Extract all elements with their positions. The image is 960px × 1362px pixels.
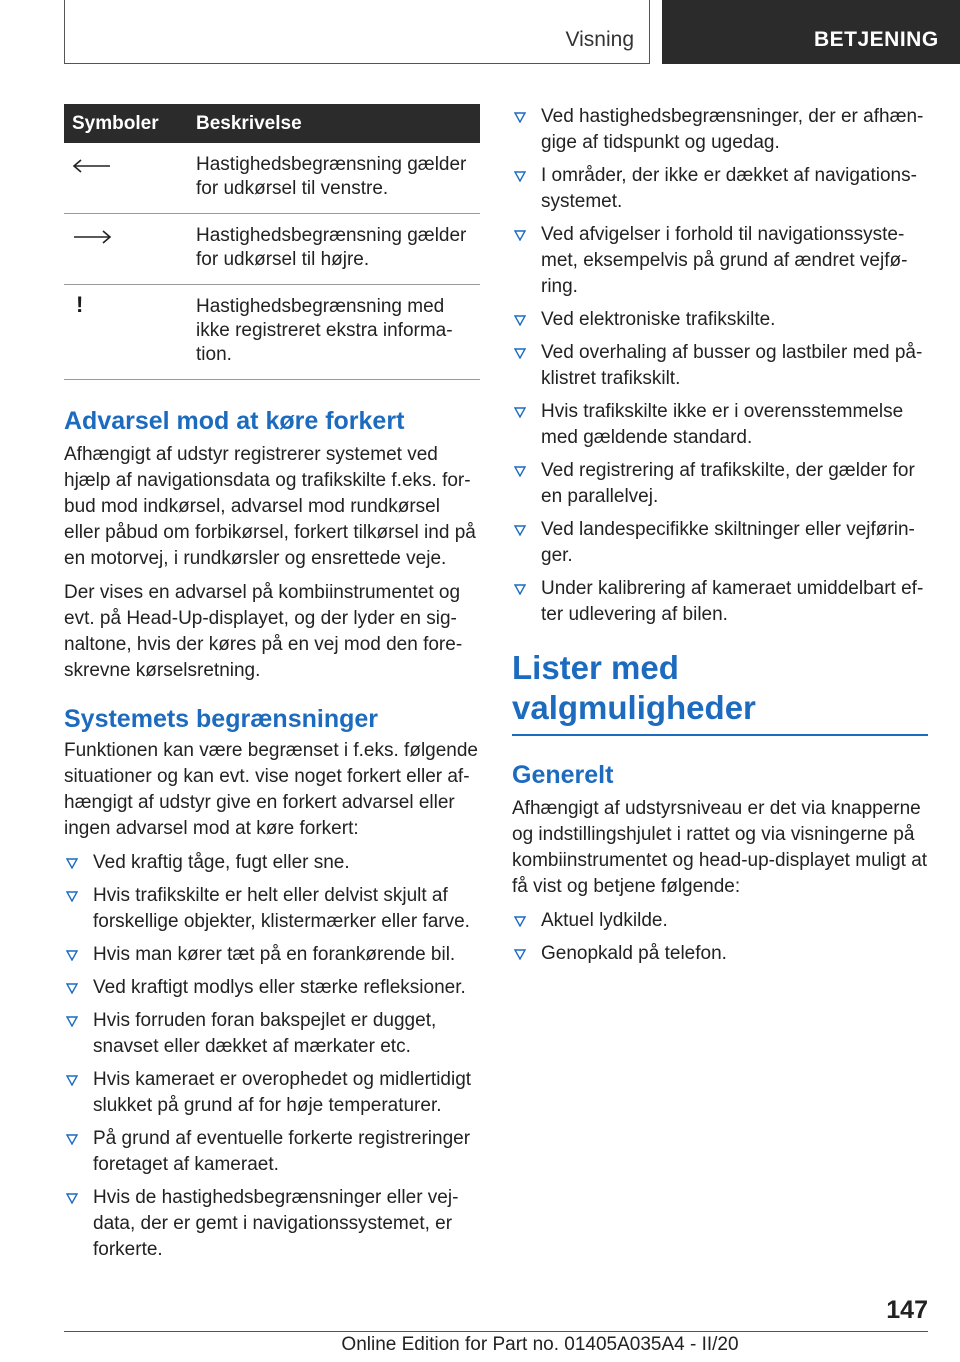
options-subheading: Generelt <box>512 761 614 789</box>
triangle-bullet-icon <box>514 584 526 595</box>
triangle-bullet-icon <box>66 891 78 902</box>
options-intro: Afhængigt af udstyrsniveau er det via knapperne og indstillingshjulet i rattet og via visningerne på kombiinstrumentet og head-up-displayet muligt at få vist og betjene følgende: <box>512 798 928 897</box>
symbol-cell <box>64 143 184 214</box>
symbol-table <box>64 104 480 380</box>
triangle-bullet-icon <box>66 1134 78 1145</box>
description-column-header: Beskrivelse <box>184 104 480 143</box>
triangle-bullet-icon <box>66 983 78 994</box>
triangle-bullet-icon <box>66 1193 78 1204</box>
list-item-text: Ved elektroniske trafikskilte. <box>541 309 776 330</box>
wrong-way-heading: Advarsel mod at køre forkert <box>64 407 405 435</box>
options-list <box>512 908 928 967</box>
list-item <box>512 458 928 510</box>
table-row <box>64 285 480 380</box>
list-item <box>512 908 928 934</box>
triangle-bullet-icon <box>514 949 526 960</box>
left-column <box>64 104 480 1270</box>
list-item <box>64 975 480 1001</box>
triangle-bullet-icon <box>514 916 526 927</box>
triangle-bullet-icon <box>514 525 526 536</box>
description-cell: Hastighedsbegrænsning med ikke registreret ekstra informa-tion. <box>184 285 480 380</box>
footer-divider <box>64 1331 928 1332</box>
list-item-text: Hvis trafikskilte er helt eller delvist skjult af forskellige objekter, klistermærker eller farve. <box>93 885 470 932</box>
list-item-text: Ved afvigelser i forhold til navigationssyste-met, eksempelvis på grund af ændret vejfø-ring. <box>541 224 908 297</box>
list-item-text: Ved hastighedsbegrænsninger, der er afhæn-gige af tidspunkt og ugedag. <box>541 106 924 153</box>
description-cell: Hastighedsbegrænsning gælder for udkørsel til højre. <box>184 214 480 285</box>
list-item-text: Hvis kameraet er overophedet og midlertidigt slukket på grund af for høje temperaturer. <box>93 1069 472 1116</box>
list-item-text: Hvis trafikskilte ikke er i overensstemmelse med gældende standard. <box>541 401 904 448</box>
page-number: 147 <box>886 1296 928 1324</box>
list-item <box>512 307 928 333</box>
symbol-column-header: Symboler <box>64 104 184 143</box>
triangle-bullet-icon <box>514 407 526 418</box>
list-item-text: Ved landespecifikke skiltninger eller vejførin-ger. <box>541 519 915 566</box>
list-item <box>512 163 928 215</box>
list-item-text: Hvis man kører tæt på en forankørende bil. <box>93 944 456 965</box>
arrow-right-icon <box>72 230 112 244</box>
options-heading: Lister med valgmuligheder <box>512 648 928 736</box>
triangle-bullet-icon <box>66 950 78 961</box>
list-item-text: Ved overhaling af busser og lastbiler med på-klistret trafikskilt. <box>541 342 923 389</box>
triangle-bullet-icon <box>514 112 526 123</box>
triangle-bullet-icon <box>66 1016 78 1027</box>
list-item <box>64 1067 480 1119</box>
list-item <box>512 399 928 451</box>
list-item <box>512 340 928 392</box>
list-item <box>64 883 480 935</box>
wrong-way-paragraph-2: Der vises en advarsel på kombiinstrumentet og evt. på Head-Up-displayet, og der lyder en sig-naltone, hvis der køres på en vej mod den fore-skrevne kørselsretning. <box>64 582 463 681</box>
limits-list-left <box>64 850 480 1263</box>
exclamation-icon: ! <box>76 292 84 317</box>
symbol-cell <box>64 285 184 380</box>
header-frame <box>64 0 650 64</box>
limits-list-right <box>512 104 928 628</box>
list-item <box>64 1008 480 1060</box>
description-cell: Hastighedsbegrænsning gælder for udkørsel til venstre. <box>184 143 480 214</box>
table-row <box>64 143 480 214</box>
list-item-text: Ved registrering af trafikskilte, der gælder for en parallelvej. <box>541 460 915 507</box>
limits-intro: Funktionen kan være begrænset i f.eks. følgende situationer og kan evt. vise noget forkert eller af-hængigt af udstyr give en forkert advarsel eller ingen advarsel mod at køre forkert: <box>64 740 479 839</box>
symbol-cell <box>64 214 184 285</box>
list-item <box>64 1126 480 1178</box>
footer-edition-text: Online Edition for Part no. 01405A035A4 - II/20 <box>341 1334 739 1355</box>
list-item <box>512 104 928 156</box>
list-item <box>64 1185 480 1263</box>
list-item-text: Ved kraftigt modlys eller stærke refleksioner. <box>93 977 466 998</box>
list-item <box>512 576 928 628</box>
page-header <box>0 0 960 66</box>
list-item-text: På grund af eventuelle forkerte registreringer foretaget af kameraet. <box>93 1128 471 1175</box>
footer-edition <box>0 1334 960 1356</box>
list-item-text: Genopkald på telefon. <box>541 943 727 964</box>
list-item <box>512 517 928 569</box>
list-item <box>512 222 928 300</box>
arrow-left-icon <box>72 159 112 173</box>
triangle-bullet-icon <box>66 858 78 869</box>
list-item <box>64 850 480 876</box>
header-chapter-tab: BETJENING <box>662 0 960 64</box>
limits-heading: Systemets begrænsninger <box>64 705 378 733</box>
right-column <box>512 104 928 974</box>
triangle-bullet-icon <box>66 1075 78 1086</box>
list-item-text: Hvis de hastighedsbegrænsninger eller vej-data, der er gemt i navigationssystemet, er forkerte. <box>93 1187 459 1260</box>
triangle-bullet-icon <box>514 466 526 477</box>
triangle-bullet-icon <box>514 230 526 241</box>
wrong-way-paragraph-1: Afhængigt af udstyr registrerer systemet ved hjælp af navigationsdata og trafikskilte f.eks. for-bud mod indkørsel, advarsel mod rundkørsel eller påbud om forbikørsel, forkert tilkørsel ind på en motorvej, i rundkørsler og ensrettede veje. <box>64 444 476 569</box>
triangle-bullet-icon <box>514 171 526 182</box>
table-row <box>64 214 480 285</box>
list-item <box>64 942 480 968</box>
list-item-text: I områder, der ikke er dækket af navigations-systemet. <box>541 165 917 212</box>
list-item-text: Ved kraftig tåge, fugt eller sne. <box>93 852 350 873</box>
list-item <box>512 941 928 967</box>
list-item-text: Aktuel lydkilde. <box>541 910 668 931</box>
triangle-bullet-icon <box>514 315 526 326</box>
triangle-bullet-icon <box>514 348 526 359</box>
header-section-title: Visning <box>565 28 634 51</box>
list-item-text: Hvis forruden foran bakspejlet er dugget, snavset eller dækket af mærkater etc. <box>93 1010 437 1057</box>
list-item-text: Under kalibrering af kameraet umiddelbart ef-ter udlevering af bilen. <box>541 578 924 625</box>
